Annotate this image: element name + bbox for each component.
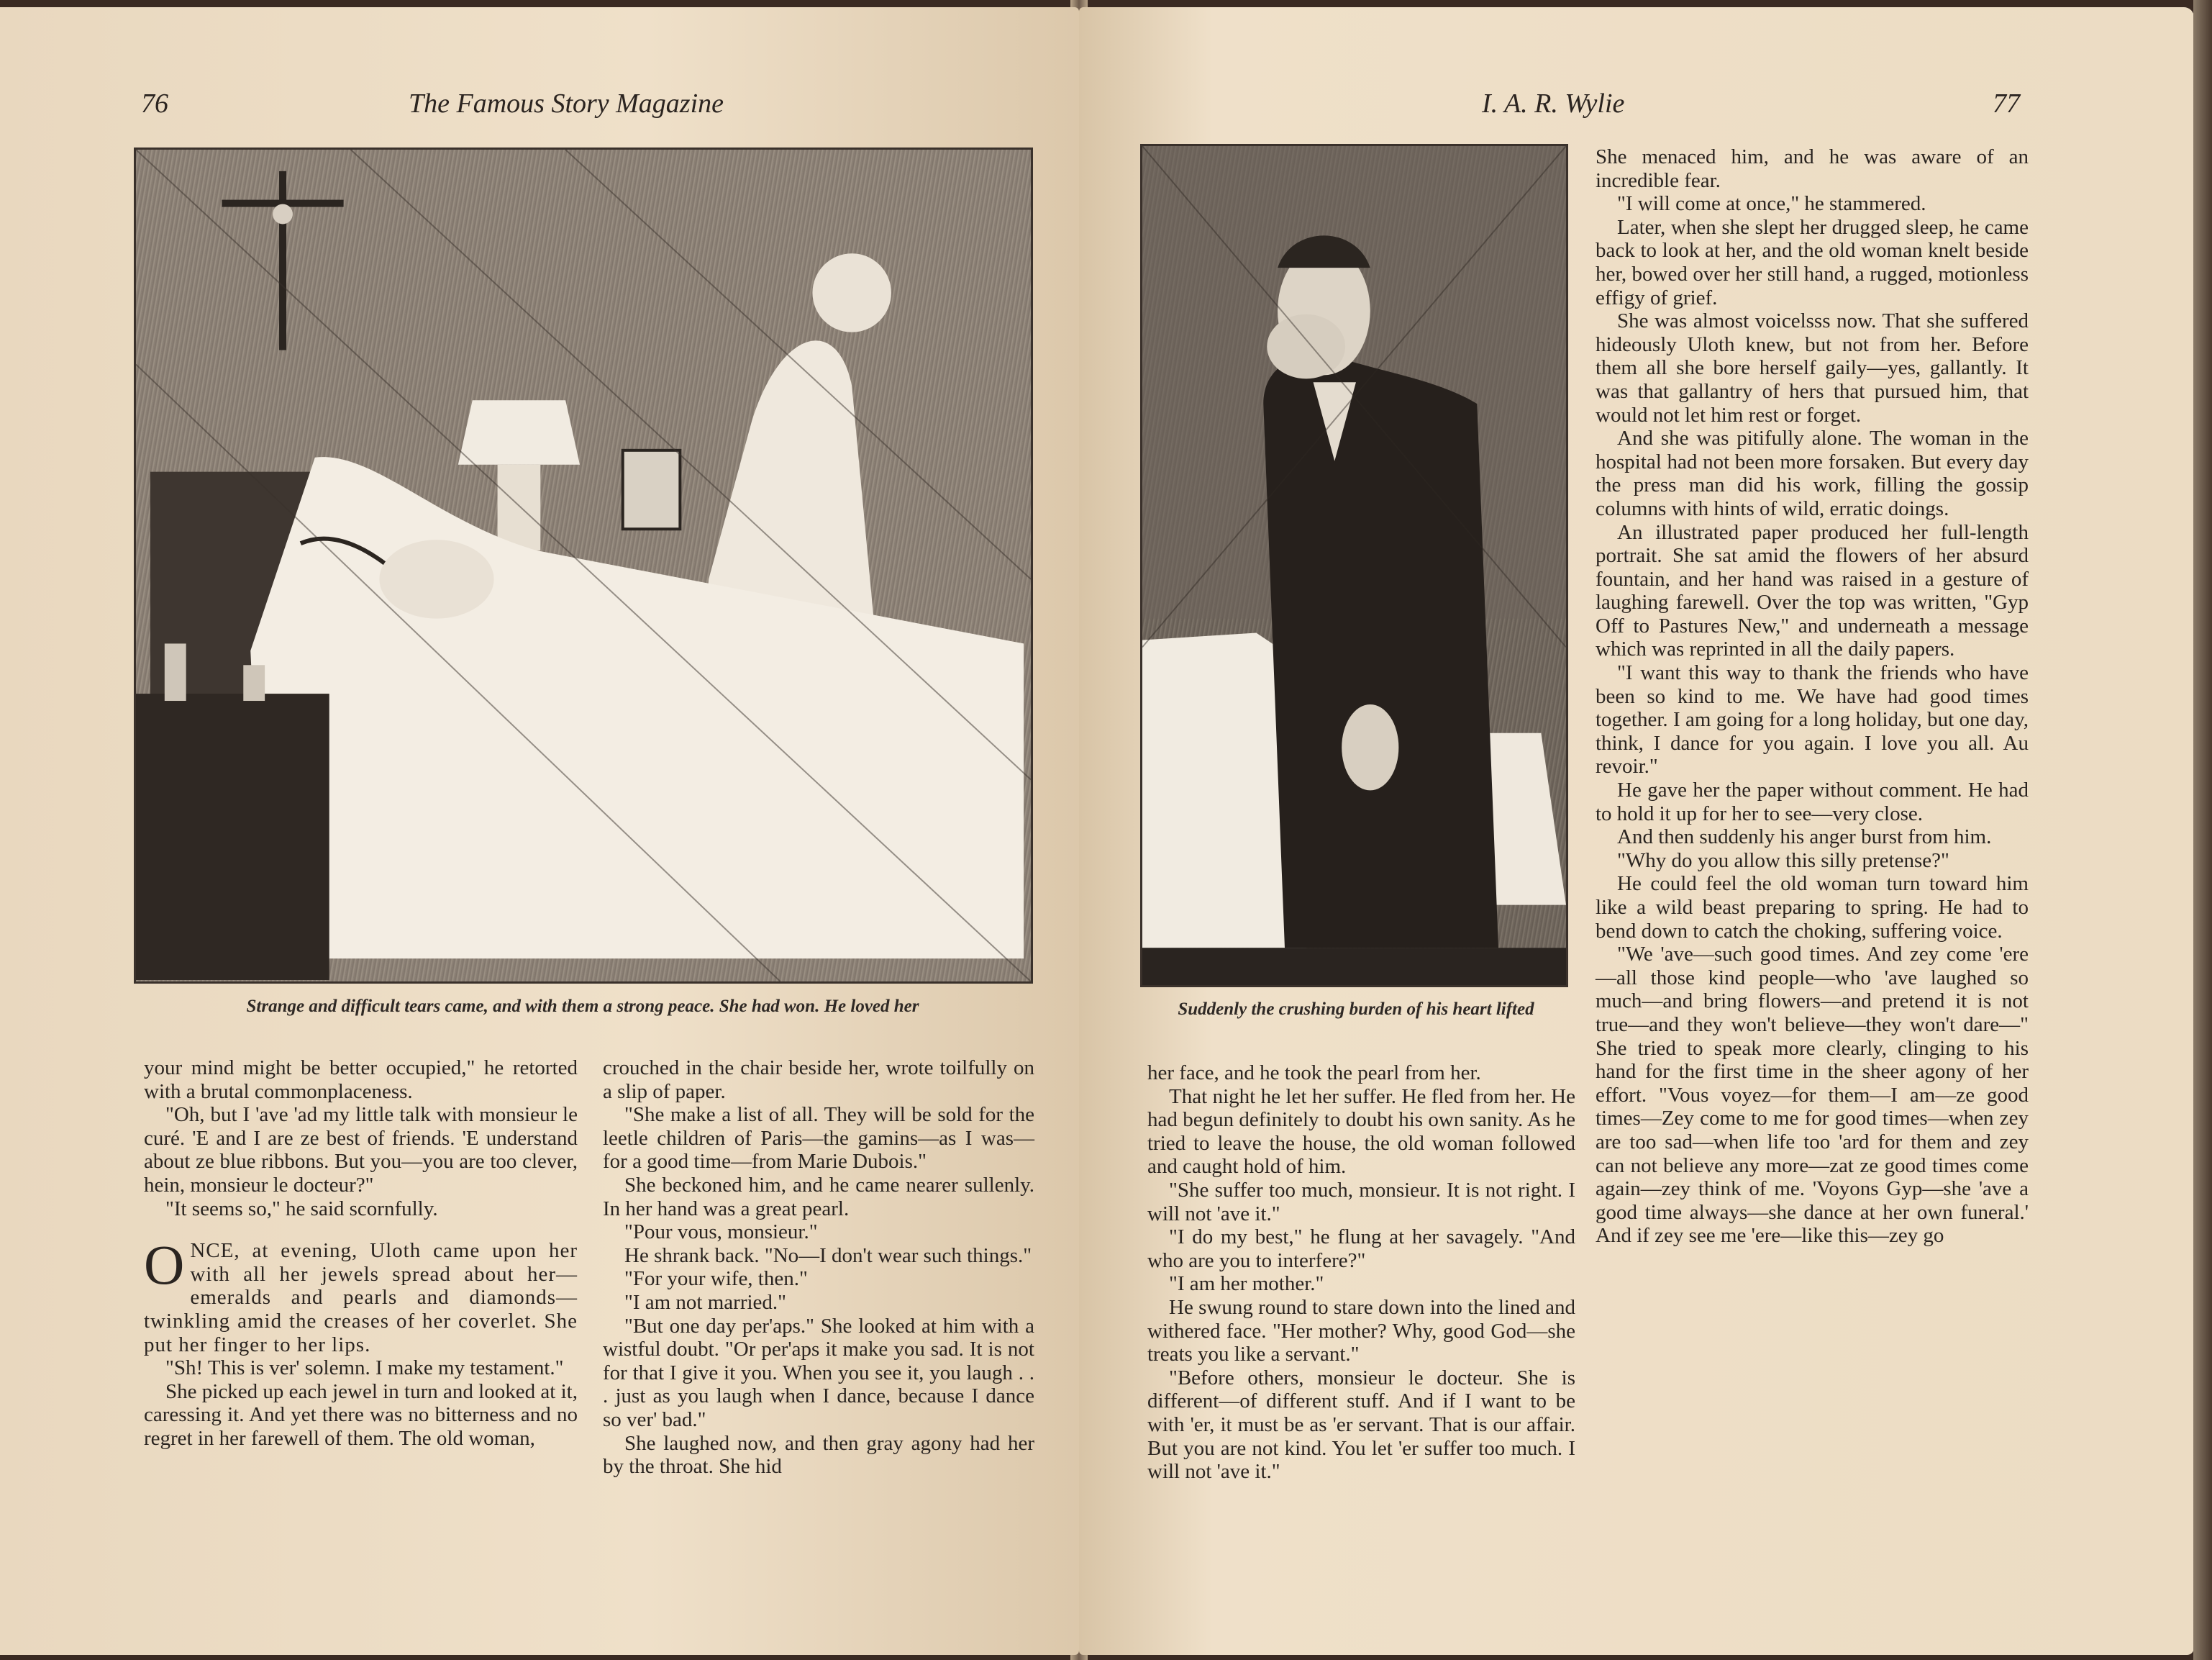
text-column-right-2 — [1596, 145, 2029, 1248]
illustration-caption: Strange and difficult tears came, and with them a strong peace. She had won. He loved her — [246, 997, 919, 1016]
bedroom-sickbed-illustration — [134, 148, 1033, 984]
paragraph: "We 'ave—such good times. And zey come 'ere—all those kind people—who 'ave laughed so much—and bring flowers—and pretend it is not true—and they won't believe—they won't dare—" She tried to speak more clearly, clinging to his hand for the first time in the sheer agony of her effort. "Vous voyez—for them—I am—ze good times—Zey come to me for good times—when zey are too sad—when life too 'ard for them and zey can not believe any more—zat ze good times come again—zey think of me. 'Voyons Gyp—she 'ave a good time always—she dance at her own funeral.' And if zey see me 'ere—like this—zey go — [1596, 943, 2029, 1248]
paragraph: "I want this way to thank the friends who have been so kind to me. We have had good times together. I am going for a long holiday, but one day, think, I dance for you again. I love you all. Au revoir." — [1596, 661, 2029, 779]
drop-cap: O — [144, 1233, 185, 1297]
paragraph: An illustrated paper produced her full-length portrait. She sat amid the flowers of her absurd fountain, and her hand was raised in a gesture of laughing farewell. Over the top was written, "Gyp Off to Pastures New," and underneath a message which was reprinted in all the daily papers. — [1596, 520, 2029, 661]
paragraph: "I will come at once," he stammered. — [1617, 192, 1926, 216]
paragraph: Later, when she slept her drugged sleep, he came back to look at her, and the old woman knelt beside her, bowed over her still hand, a rugged, motionless effigy of grief. — [1596, 215, 2029, 309]
paragraph: She beckoned him, and he came nearer sullenly. In her hand was a great pearl. — [603, 1173, 1034, 1220]
paragraph: "I am her mother." — [1169, 1272, 1324, 1296]
illustration-drawing — [136, 150, 1031, 981]
paragraph: "She make a list of all. They will be sold for the leetle children of Paris—the gamins—as I was—for a good time—from Marie Dubois." — [603, 1103, 1034, 1174]
text-column-left-1 — [144, 1056, 578, 1451]
paragraph: "But one day per'aps." She looked at him with a wistful doubt. "Or per'aps it make you sad. It is not for that I give it you. When you see it, you laugh . . . just as you laugh when I dance, because I dance so ver' bad." — [603, 1314, 1034, 1431]
paragraph: "For your wife, then." — [624, 1267, 808, 1291]
running-head: The Famous Story Magazine — [409, 89, 724, 119]
paragraph: "Pour vous, monsieur." — [624, 1220, 818, 1244]
paragraph: crouched in the chair beside her, wrote toilfully on a slip of paper. — [603, 1056, 1034, 1103]
page-number: 76 — [141, 89, 168, 119]
page-number: 77 — [1993, 89, 2020, 119]
section-opening — [144, 1233, 578, 1356]
paragraph: She picked up each jewel in turn and looked at it, caressing it. And yet there was no bitterness and no regret in her farewell of them. The old woman, — [144, 1379, 578, 1450]
paragraph: He gave her the paper without comment. He had to hold it up for her to see—very close. — [1596, 779, 2029, 825]
paragraph: That night he let her suffer. He fled from her. He had begun definitely to doubt his own sanity. As he tried to leave the house, the old woman followed and caught hold of him. — [1147, 1084, 1575, 1179]
left-page — [0, 7, 1079, 1655]
text-column-left-2 — [603, 1056, 1034, 1479]
grieving-man-illustration — [1140, 144, 1568, 987]
paragraph: She menaced him, and he was aware of an incredible fear. — [1596, 145, 2029, 192]
paragraph: "I am not married." — [624, 1290, 786, 1314]
paragraph: She laughed now, and then gray agony had her by the throat. She hid — [603, 1431, 1034, 1479]
right-page — [1079, 7, 2194, 1655]
paragraph: He could feel the old woman turn toward him like a wild beast preparing to spring. He had to bend down to catch the choking, suffering voice. — [1596, 872, 2029, 943]
paragraph: "Oh, but I 'ave 'ad my little talk with monsieur le curé. 'E and I are ze best of friends. 'E understand about ze blue ribbons. But you—you are too clever, hein, monsieur le docteur?" — [144, 1103, 578, 1197]
paragraph: "Sh! This is ver' solemn. I make my testament." — [165, 1356, 564, 1380]
paragraph: "I do my best," he flung at her savagely. "And who are you to interfere?" — [1147, 1225, 1575, 1272]
paragraph: He shrank back. "No—I don't wear such things." — [624, 1243, 1032, 1267]
paragraph: "Why do you allow this silly pretense?" — [1617, 848, 1949, 872]
paragraph: He swung round to stare down into the lined and withered face. "Her mother? Why, good God—she treats you like a servant." — [1147, 1295, 1575, 1366]
page-edge — [2193, 0, 2212, 1660]
paragraph: And then suddenly his anger burst from him. — [1617, 825, 1992, 849]
paragraph: And she was pitifully alone. The woman in the hospital had not been more forsaken. But every day the press man did his work, filling the gossip columns with hints of wild, erratic doings. — [1596, 427, 2029, 520]
paragraph: She was almost voicelsss now. That she suffered hideously Uloth knew, but not from her. Before them all she bore herself gaily—yes, gallantly. It was that gallantry of hers that pursued him, that would not let him rest or forget. — [1596, 309, 2029, 427]
paragraph-text: NCE, at evening, Uloth came upon her with all her jewels spread about her—emeralds and pearls and diamonds—twinkling amid the creases of her coverlet. She put her finger to her lips. — [144, 1239, 578, 1356]
paragraph: "It seems so," he said scornfully. — [165, 1197, 438, 1220]
paragraph: "She suffer too much, monsieur. It is not right. I will not 'ave it." — [1147, 1178, 1575, 1225]
paragraph: your mind might be better occupied," he retorted with a brutal commonplaceness. — [144, 1056, 578, 1103]
illustration-caption: Suddenly the crushing burden of his heart lifted — [1178, 999, 1534, 1019]
illustration-drawing — [1142, 146, 1566, 985]
running-head: I. A. R. Wylie — [1482, 89, 1625, 119]
paragraph: "Before others, monsieur le docteur. She is different—of different stuff. And if I want to be with 'er, it must be as 'er servant. That is our affair. But you are not kind. You let 'er suffer too much. I will not 'ave it." — [1147, 1366, 1575, 1484]
text-column-right-1 — [1147, 1061, 1575, 1484]
paragraph: her face, and he took the pearl from her. — [1147, 1061, 1481, 1084]
